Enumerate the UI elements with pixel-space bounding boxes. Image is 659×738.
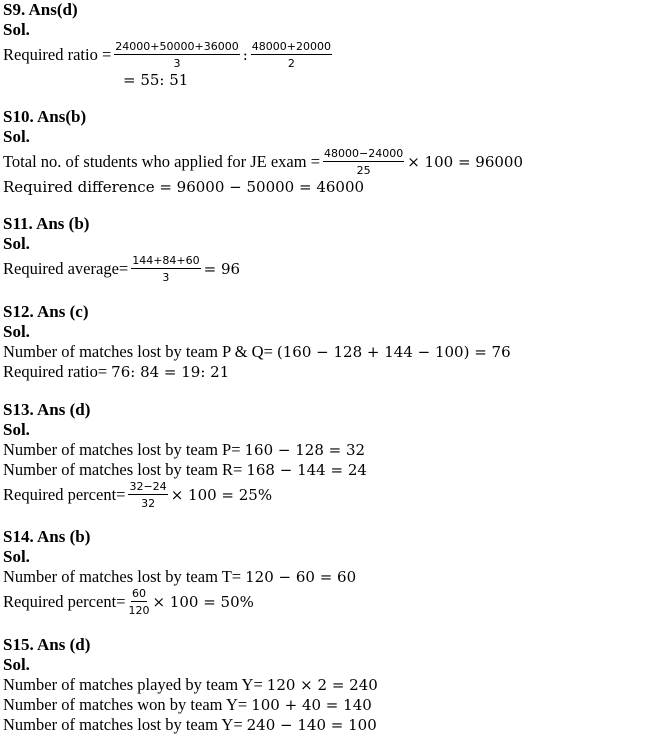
solution-line xyxy=(3,715,378,735)
line-math: × 100 = 96000 xyxy=(407,153,524,171)
answer-heading: S15. Ans (d) xyxy=(3,635,91,654)
line-label: Total no. of students who applied for JE exam = xyxy=(3,152,321,171)
line-label: Number of matches lost by team P= xyxy=(3,440,241,459)
sol-label: Sol. xyxy=(3,655,30,674)
fraction xyxy=(131,254,200,284)
line-label: Number of matches played by team Y= xyxy=(3,675,263,694)
fraction-denominator: 25 xyxy=(356,164,371,177)
fraction xyxy=(323,147,404,177)
line-math: × 100 = 50% xyxy=(152,593,254,611)
line-math: 120 − 60 = 60 xyxy=(245,568,357,586)
line-label: Required percent= xyxy=(3,485,126,504)
solution-s10 xyxy=(3,107,523,197)
fraction xyxy=(251,40,332,70)
sol-label: Sol. xyxy=(3,127,30,146)
fraction xyxy=(128,587,149,617)
fraction xyxy=(128,480,167,510)
line-math: 168 − 144 = 24 xyxy=(246,461,367,479)
solution-line xyxy=(3,342,511,362)
answer-heading: S11. Ans (b) xyxy=(3,214,90,233)
sol-label: Sol. xyxy=(3,547,30,566)
sol-label: Sol. xyxy=(3,234,30,253)
line-label: Required percent= xyxy=(3,592,126,611)
line-math: 100 + 40 = 140 xyxy=(251,696,372,714)
solution-s11 xyxy=(3,214,240,284)
line-label: Number of matches lost by team P & Q= xyxy=(3,342,273,361)
solution-s13 xyxy=(3,400,367,510)
solution-line xyxy=(3,480,367,510)
answer-heading: S13. Ans (d) xyxy=(3,400,91,419)
fraction-numerator: 48000+20000 xyxy=(251,40,331,53)
answer-heading: S12. Ans (c) xyxy=(3,302,89,321)
fraction xyxy=(114,40,239,70)
line-math: = 96 xyxy=(203,260,241,278)
fraction-numerator: 24000+50000+36000 xyxy=(115,40,239,53)
line-math: 120 × 2 = 240 xyxy=(266,676,378,694)
solution-s14 xyxy=(3,527,356,617)
line-label: Required ratio = xyxy=(3,45,112,64)
solution-line xyxy=(3,675,378,695)
solution-line xyxy=(3,587,356,617)
solution-line xyxy=(3,254,240,284)
solution-s12 xyxy=(3,302,511,382)
line-label: Number of matches lost by team Y= xyxy=(3,715,243,734)
answer-heading: S14. Ans (b) xyxy=(3,527,91,546)
solution-line xyxy=(3,40,335,70)
answer-heading: S10. Ans(b) xyxy=(3,107,87,126)
ratio-colon: : xyxy=(242,46,248,64)
line-label: Number of matches won by team Y= xyxy=(3,695,248,714)
solution-s9 xyxy=(3,0,335,90)
sol-label: Sol. xyxy=(3,420,30,439)
solution-line xyxy=(3,695,378,715)
answer-heading: S9. Ans(d) xyxy=(3,0,78,19)
fraction-denominator: 2 xyxy=(287,57,295,70)
line-math: 76: 84 = 19: 21 xyxy=(111,363,230,381)
line-math: 160 − 128 = 32 xyxy=(244,441,366,459)
fraction-denominator: 3 xyxy=(162,271,170,284)
line-label: Required average= xyxy=(3,259,129,278)
line-math: × 100 = 25% xyxy=(170,486,273,504)
sol-label: Sol. xyxy=(3,20,30,39)
solution-line: Required difference = 96000 − 50000 = 46000 xyxy=(3,178,365,196)
solution-line xyxy=(3,460,367,480)
line-label: Number of matches lost by team R= xyxy=(3,460,243,479)
fraction-denominator: 3 xyxy=(173,57,181,70)
fraction-numerator: 144+84+60 xyxy=(132,254,200,267)
fraction-denominator: 120 xyxy=(128,604,150,617)
fraction-denominator: 32 xyxy=(141,497,156,510)
line-math: 240 − 140 = 100 xyxy=(246,716,377,734)
fraction-numerator: 48000−24000 xyxy=(324,147,404,160)
solution-line: = 55: 51 xyxy=(123,71,189,89)
line-math: (160 − 128 + 144 − 100) = 76 xyxy=(276,343,511,361)
solution-line xyxy=(3,440,367,460)
solution-line xyxy=(3,147,523,177)
solution-line xyxy=(3,362,511,382)
line-label: Required ratio= xyxy=(3,362,108,381)
line-label: Number of matches lost by team T= xyxy=(3,567,242,586)
fraction-numerator: 60 xyxy=(131,587,146,600)
solution-s15 xyxy=(3,635,378,735)
solution-line xyxy=(3,567,356,587)
sol-label: Sol. xyxy=(3,322,30,341)
fraction-numerator: 32−24 xyxy=(129,480,167,493)
